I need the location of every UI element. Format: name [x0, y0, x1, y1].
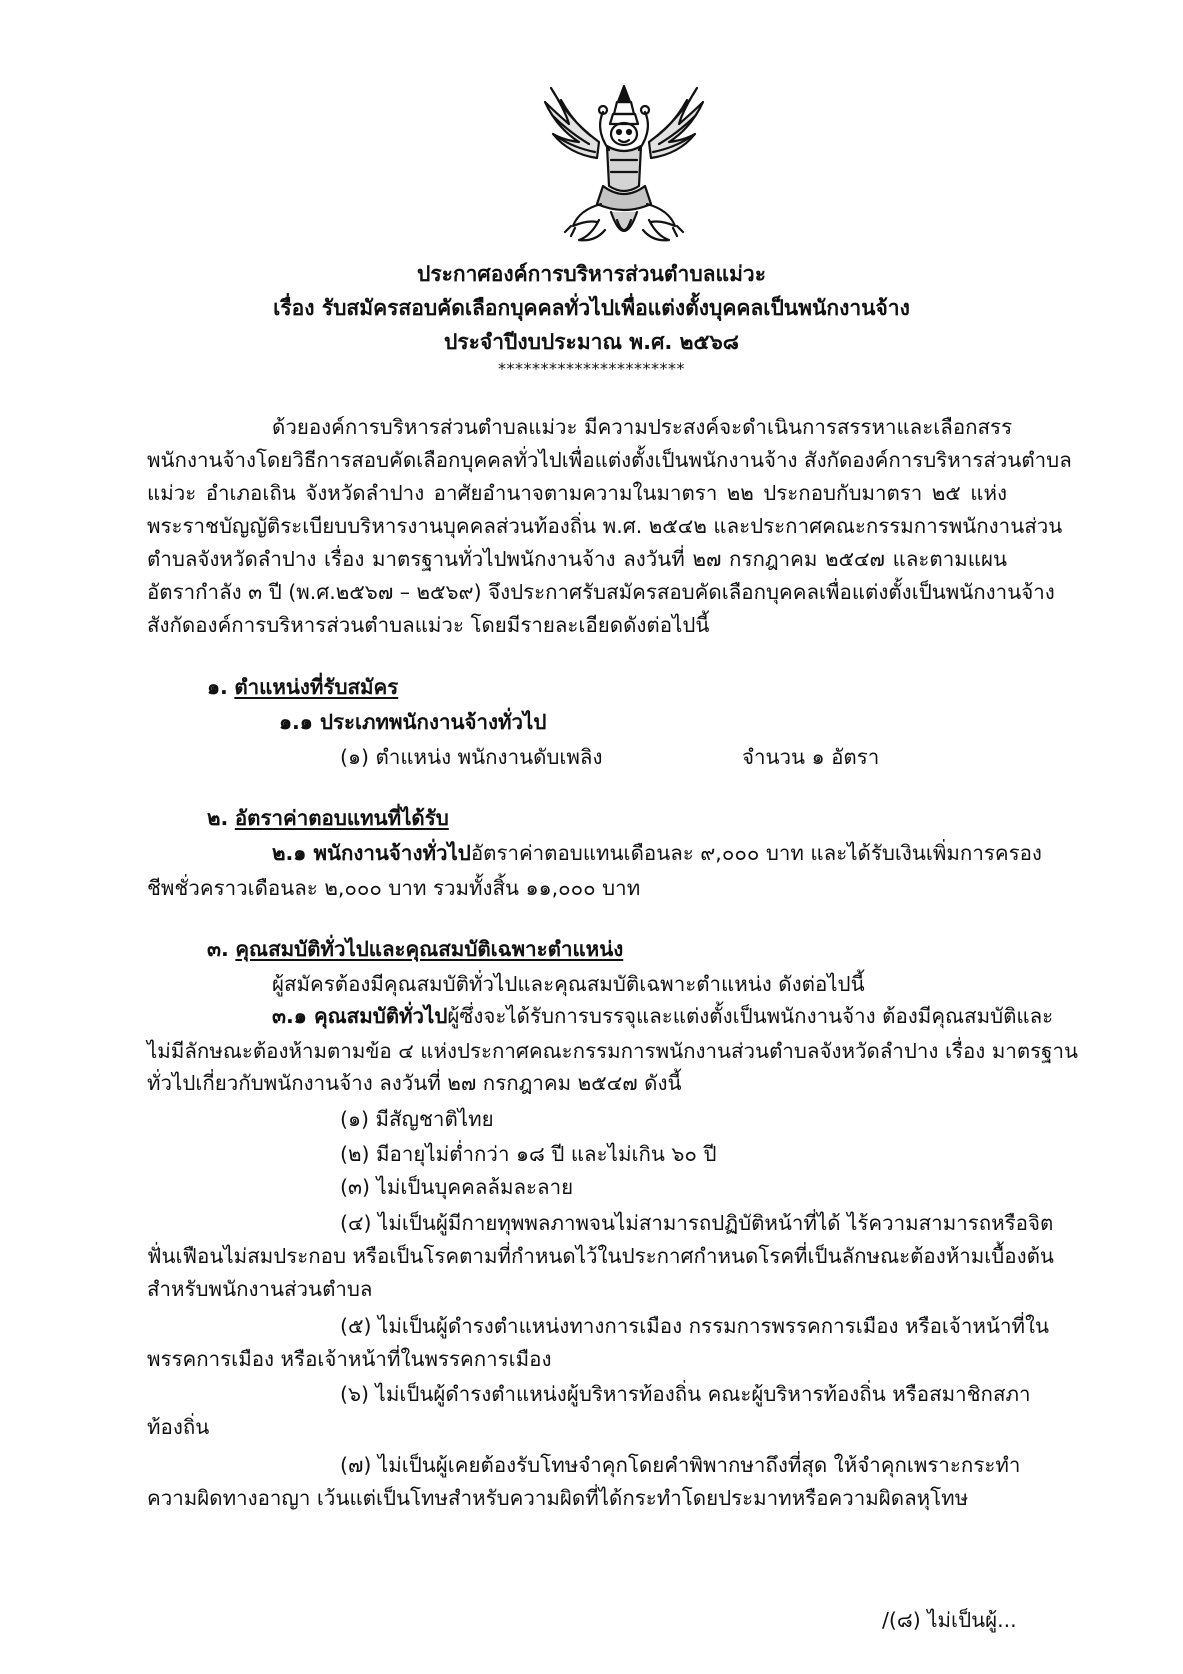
section-1-heading: [207, 672, 398, 702]
section-3-sub: [272, 1001, 1054, 1031]
qualification-item: (๕) ไม่เป็นผู้ดำรงตำแหน่งทางการเมือง กรรมการพรรคการเมือง หรือเจ้าหน้าที่ใน: [340, 1314, 1050, 1338]
intro-line: แม่วะ อำเภอเถิน จังหวัดลำปาง อาศัยอำนาจตามความในมาตรา ๒๒ ประกอบกับมาตรา ๒๕ แห่ง: [147, 481, 1007, 505]
sub-text: ผู้ซึ่งจะได้รับการบรรจุและแต่งตั้งเป็นพนักงานจ้าง ต้องมีคุณสมบัติและ: [447, 1004, 1054, 1028]
section-number: ๒.: [207, 806, 229, 830]
intro-line: สังกัดองค์การบริหารส่วนตำบลแม่วะ โดยมีรายละเอียดดังต่อไปนี้: [147, 613, 710, 637]
section-3-heading: [207, 934, 623, 964]
qualification-item: (๒) มีอายุไม่ต่ำกว่า ๑๘ ปี และไม่เกิน ๖๐ ปี: [340, 1142, 717, 1166]
section-2-sub: [272, 838, 1042, 868]
section-2-heading: [207, 803, 449, 833]
qualification-item: (๓) ไม่เป็นบุคคลล้มละลาย: [340, 1175, 574, 1199]
position-count: จำนวน ๑ อัตรา: [742, 745, 880, 769]
qualification-item: (๖) ไม่เป็นผู้ดำรงตำแหน่งผู้บริหารท้องถิ่น คณะผู้บริหารท้องถิ่น หรือสมาชิกสภา: [340, 1382, 1031, 1406]
position-name: (๑) ตำแหน่ง พนักงานดับเพลิง: [340, 745, 603, 769]
fiscal-year: ประจำปีงบประมาณ พ.ศ. ๒๕๖๘: [444, 330, 739, 354]
section-1-sub: ๑.๑ ประเภทพนักงานจ้างทั่วไป: [279, 710, 547, 734]
announcement-title: ประกาศองค์การบริหารส่วนตำบลแม่วะ: [417, 262, 766, 286]
intro-line: ด้วยองค์การบริหารส่วนตำบลแม่วะ มีความประสงค์จะดำเนินการสรรหาและเลือกสรร: [272, 415, 1013, 439]
section-3-lead: ผู้สมัครต้องมีคุณสมบัติทั่วไปและคุณสมบัติเฉพาะตำแหน่ง ดังต่อไปนี้: [272, 972, 865, 996]
intro-line: อัตรากำลัง ๓ ปี (พ.ศ.๒๕๖๗ – ๒๕๖๙) จึงประกาศรับสมัครสอบคัดเลือกบุคคลเพื่อแต่งตั้งเป็นพนักงานจ้าง: [147, 580, 1055, 604]
qualification-item-cont: พรรคการเมือง หรือเจ้าหน้าที่ในพรรคการเมือง: [147, 1347, 552, 1371]
section-3-line: ทั่วไปเกี่ยวกับพนักงานจ้าง ลงวันที่ ๒๗ กรกฎาคม ๒๕๔๗ ดังนี้: [147, 1071, 682, 1095]
intro-line: พนักงานจ้างโดยวิธีการสอบคัดเลือกบุคคลทั่วไปเพื่อแต่งตั้งเป็นพนักงานจ้าง สังกัดองค์การบริหารส่วนตำบล: [147, 448, 1072, 472]
sub-title: ๒.๑ พนักงานจ้างทั่วไป: [272, 841, 471, 865]
section-number: ๓.: [207, 937, 229, 961]
section-title: คุณสมบัติทั่วไปและคุณสมบัติเฉพาะตำแหน่ง: [235, 937, 624, 961]
section-number: ๑.: [207, 675, 228, 699]
qualification-item: (๔) ไม่เป็นผู้มีกายทุพพลภาพจนไม่สามารถปฏิบัติหน้าที่ได้ ไร้ความสามารถหรือจิต: [340, 1211, 1054, 1235]
qualification-item-cont: สำหรับพนักงานส่วนตำบล: [147, 1277, 373, 1301]
intro-line: พระราชบัญญัติระเบียบบริหารงานบุคคลส่วนท้องถิ่น พ.ศ. ๒๕๔๒ และประกาศคณะกรรมการพนักงานส่วน: [147, 514, 1063, 538]
qualification-item-cont: ท้องถิ่น: [147, 1415, 210, 1439]
section-2-line: ชีพชั่วคราวเดือนละ ๒,๐๐๐ บาท รวมทั้งสิ้น ๑๑,๐๐๐ บาท: [147, 876, 641, 900]
announcement-subject: เรื่อง รับสมัครสอบคัดเลือกบุคคลทั่วไปเพื่อแต่งตั้งบุคคลเป็นพนักงานจ้าง: [273, 296, 910, 320]
qualification-item-cont: ฟั่นเฟือนไม่สมประกอบ หรือเป็นโรคตามที่กำหนดไว้ในประกาศกำหนดโรคที่เป็นลักษณะต้องห้ามเบื้องต้น: [147, 1244, 1054, 1268]
sub-text: อัตราค่าตอบแทนเดือนละ ๙,๐๐๐ บาท และได้รับเงินเพิ่มการครอง: [470, 841, 1042, 865]
qualification-item: (๗) ไม่เป็นผู้เคยต้องรับโทษจำคุกโดยคำพิพากษาถึงที่สุด ให้จำคุกเพราะกระทำ: [340, 1453, 1021, 1477]
section-3-line: ไม่มีลักษณะต้องห้ามตามข้อ ๔ แห่งประกาศคณะกรรมการพนักงานส่วนตำบลจังหวัดลำปาง เรื่อง มาตรฐาน: [147, 1039, 1078, 1063]
intro-line: ตำบลจังหวัดลำปาง เรื่อง มาตรฐานทั่วไปพนักงานจ้าง ลงวันที่ ๒๗ กรกฎาคม ๒๕๔๗ และตามแผน: [147, 547, 1007, 571]
qualification-item-cont: ความผิดทางอาญา เว้นแต่เป็นโทษสำหรับความผิดที่ได้กระทำโดยประมาทหรือความผิดลหุโทษ: [147, 1486, 969, 1510]
section-title: อัตราค่าตอบแทนที่ได้รับ: [234, 806, 449, 830]
sub-title: ๓.๑ คุณสมบัติทั่วไป: [272, 1004, 448, 1028]
qualification-item: (๑) มีสัญชาติไทย: [340, 1107, 494, 1131]
continued-marker: /(๘) ไม่เป็นผู้...: [882, 1608, 1017, 1632]
stars-divider: **********************: [498, 359, 685, 378]
section-title: ตำแหน่งที่รับสมัคร: [234, 675, 399, 699]
garuda-emblem-icon: [539, 80, 709, 255]
